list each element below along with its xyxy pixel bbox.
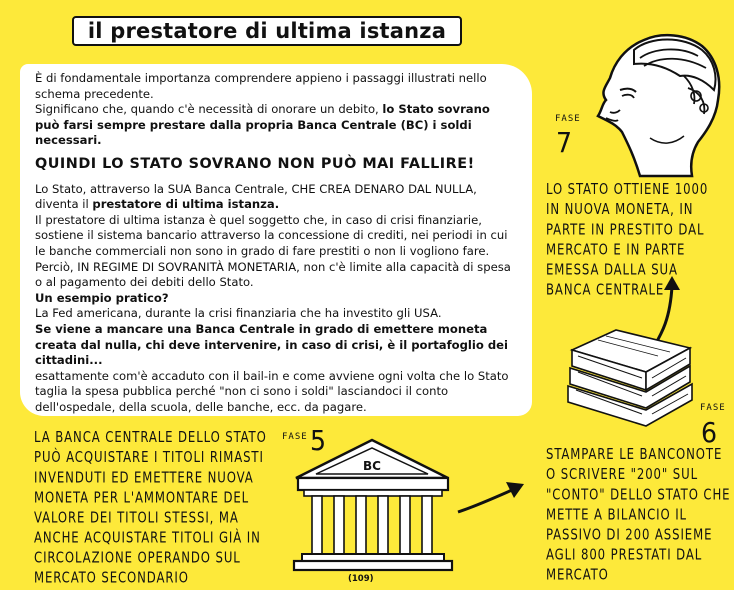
fase-6-number: 6 xyxy=(701,416,718,449)
headline: QUINDI LO STATO SOVRANO NON PUÒ MAI FALLIRE! xyxy=(35,155,475,172)
fase-7-label: FASE xyxy=(555,114,581,124)
paragraph-state xyxy=(35,182,518,213)
page-title: il prestatore di ultima istanza xyxy=(87,19,447,43)
paragraph-bail-in: esattamente com'è accaduto con il bail-in e come avviene ogni volta che lo Stato taglia la spesa pubblica perché "non ci sono i soldi" lasciandoci il conto dell'ospedale, della scuola, delle banche, ecc. da pagare. xyxy=(35,368,509,414)
fase-5-number: 5 xyxy=(310,424,327,457)
paragraph-example-question xyxy=(35,291,518,307)
fase-6-note: STAMPARE LE BANCONOTE O SCRIVERE "200" SUL "CONTO" DELLO STATO CHE METTE A BILANCIO IL PASSIVO DI 200 ASSIEME AGLI 800 PRESTATI DAL MERCATO xyxy=(546,446,731,585)
paragraph-state-bold: prestatore di ultima istanza. xyxy=(92,197,280,212)
example-question: Un esempio pratico? xyxy=(35,290,169,305)
paragraph-sovereignty: Perciò, IN REGIME DI SOVRANITÀ MONETARIA, non c'è limite alla capacità di spesa o al pagamento dei debiti dello Stato. xyxy=(35,259,511,290)
arrow-right-icon xyxy=(454,478,530,518)
fase-5-label: FASE xyxy=(282,432,308,442)
citizens-bold: Se viene a mancare una Banca Centrale in grado di emettere moneta creata dal nulla, chi deve intervenire, in caso di crisi, è il portafoglio dei cittadini... xyxy=(35,321,508,368)
title-box xyxy=(72,16,462,46)
bc-note: LA BANCA CENTRALE DELLO STATO PUÒ ACQUISTARE I TITOLI RIMASTI INVENDUTI ED EMETTERE NUOVA MONETA PER L'AMMONTARE DEL VALORE DEI TITOLI STESSI, MA ANCHE ACQUISTARE TITOLI GIÀ IN CIRCOLAZIONE OPERANDO SUL MERCATO SECONDARIO xyxy=(34,429,267,588)
paragraph-debt-text: Significano che, quando c'è necessità di onorare un debito, xyxy=(35,102,383,117)
intro-paragraph: È di fondamentale importanza comprendere appieno i passaggi illustrati nello schema precedente. xyxy=(35,71,487,101)
paragraph-citizens xyxy=(35,322,518,369)
fase-6-label: FASE xyxy=(700,403,726,413)
money-stack-icon xyxy=(558,320,698,432)
head-icon xyxy=(588,28,728,178)
paragraph-state-text: Lo Stato, attraverso la SUA Banca Centrale, CHE CREA DENARO DAL NULLA, diventa il xyxy=(35,181,477,212)
paragraph-debt-bold: lo Stato sovrano può farsi sempre prestare dalla propria Banca Centrale (BC) i soldi necessari. xyxy=(35,102,490,148)
page-number: (109) xyxy=(348,574,374,584)
paragraph-fed: La Fed americana, durante la crisi finanziaria che ha investito gli USA. xyxy=(35,306,442,321)
fase-7-number: 7 xyxy=(556,126,573,159)
text-panel xyxy=(20,64,532,416)
fase-7-note: LO STATO OTTIENE 1000 IN NUOVA MONETA, IN PARTE IN PRESTITO DAL MERCATO E IN PARTE EMESSA DALLA SUA BANCA CENTRALE xyxy=(546,181,709,300)
paragraph-debt xyxy=(35,102,518,149)
paragraph-definition: Il prestatore di ultima istanza è quel soggetto che, in caso di crisi finanziarie, sostiene il sistema bancario attraverso la concessione di crediti, nei periodi in cui le banche commerciali non sono in grado di fare prestiti o non li vogliono fare. xyxy=(35,212,508,258)
bank-building-label: BC xyxy=(363,459,381,473)
